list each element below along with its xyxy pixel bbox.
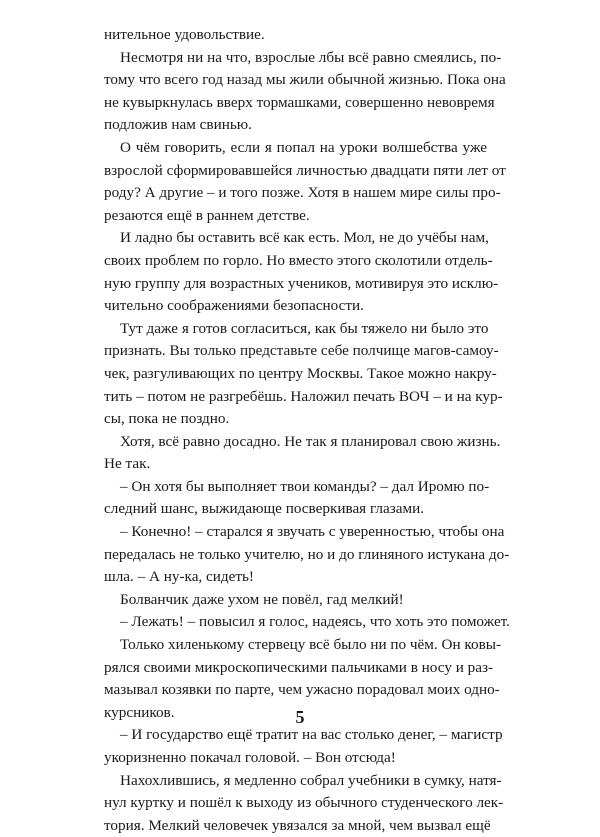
text-line: подложив нам свинью.	[104, 116, 252, 134]
text-line: взрослой сформировавшейся личностью двадцати пяти лет от	[104, 161, 506, 179]
text-line: Не так.	[104, 455, 151, 473]
text-line: нительное удовольствие.	[104, 26, 265, 43]
text-line: признать. Вы только представьте себе полчище магов-самоу-	[104, 342, 499, 360]
text-line: Только хиленькому стервецу всё было ни по чём. Он ковы-	[120, 636, 502, 654]
text-line: Тут даже я готов согласиться, как бы тяжело ни было это	[120, 319, 489, 337]
text-line: курсников.	[104, 703, 175, 721]
text-line: следний шанс, выжидающе посверкивая глазами.	[104, 500, 425, 518]
text-line: О чём говорить, если я попал на уроки волшебства уже	[120, 138, 487, 156]
text-line: мазывал козявки по парте, чем ужасно порадовал моих одно-	[104, 681, 500, 699]
text-line: – Лежать! – повысил я голос, надеясь, что хоть это поможет.	[120, 613, 510, 631]
text-line: чек, разгуливающих по центру Москвы. Такое можно накру-	[104, 364, 497, 382]
text-line: тому что всего год назад мы жили обычной жизнью. Пока она	[104, 71, 506, 89]
text-line: не кувыркнулась вверх тормашками, совершенно невовремя	[104, 93, 495, 111]
text-line: рялся своими микроскопическими пальчиками в носу и раз-	[104, 658, 494, 676]
text-line: тить – потом не разгребёшь. Наложил печать ВОЧ – и на кур-	[104, 387, 503, 405]
text-line: тория. Мелкий человечек увязался за мной, чем вызвал ещё	[104, 816, 491, 834]
text-line: чительно соображениями безопасности.	[104, 297, 364, 315]
text-line: сы, пока не поздно.	[104, 410, 230, 428]
text-line: Нахохлившись, я медленно собрал учебники в сумку, натя-	[120, 771, 502, 789]
text-line: роду? А другие – и того позже. Хотя в нашем мире силы про-	[104, 184, 501, 202]
text-line: шла. – А ну-ка, сидеть!	[104, 568, 254, 586]
text-line: Несмотря ни на что, взрослые лбы всё равно смеялись, по-	[120, 48, 502, 66]
text-line: – Конечно! – старался я звучать с уверенностью, чтобы она	[120, 523, 505, 541]
text-line: нул куртку и пошёл к выходу из обычного студенческого лек-	[104, 794, 504, 812]
text-line: – И государство ещё тратит на вас столько денег, – магистр	[120, 726, 503, 744]
text-line: Болванчик даже ухом не повёл, гад мелкий!	[120, 590, 404, 608]
text-line: Хотя, всё равно досадно. Не так я планировал свою жизнь.	[120, 432, 501, 450]
text-line: ную группу для возрастных учеников, мотивируя это исклю-	[104, 274, 499, 292]
text-line: И ладно бы оставить всё как есть. Мол, не до учёбы нам,	[120, 229, 489, 247]
text-line: своих проблем по горло. Но вместо этого сколотили отдель-	[104, 251, 493, 269]
page-number: 5	[295, 707, 305, 727]
text-line: передалась не только учителю, но и до глиняного истукана до-	[104, 545, 510, 563]
text-line: укоризненно покачал головой. – Вон отсюда!	[104, 749, 396, 766]
text-line: резаются ещё в раннем детстве.	[104, 206, 310, 224]
text-line: – Он хотя бы выполняет твои команды? – дал Иромю по-	[120, 477, 490, 495]
